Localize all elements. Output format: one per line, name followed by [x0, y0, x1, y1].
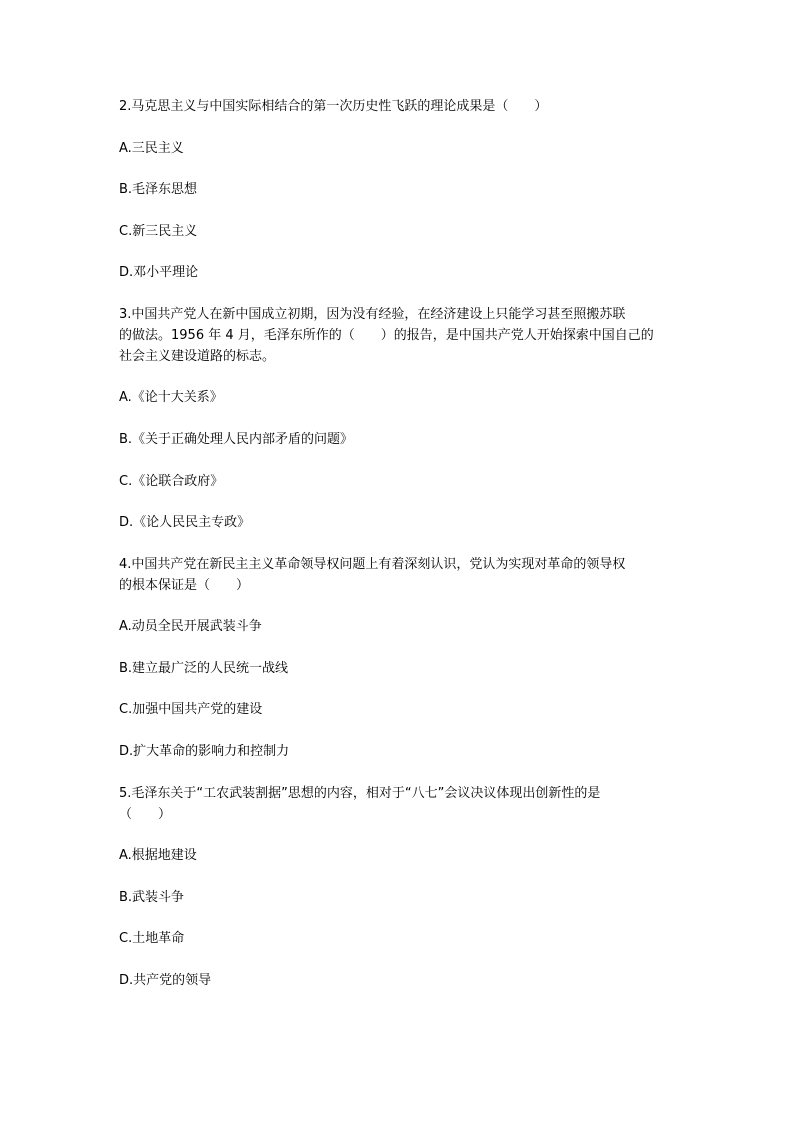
- question-3-stem-line-1: 3.中国共产党人在新中国成立初期，因为没有经验，在经济建设上只能学习甚至照搬苏联: [119, 307, 626, 322]
- question-3-option-b: B.《关于正确处理人民内部矛盾的问题》: [119, 432, 354, 447]
- question-2-option-b: B.毛泽东思想: [119, 182, 198, 197]
- question-3-option-d: D.《论人民民主专政》: [119, 515, 251, 530]
- question-3-option-c: C.《论联合政府》: [119, 474, 224, 489]
- question-4-option-b: B.建立最广泛的人民统一战线: [119, 661, 289, 676]
- question-4-stem-line-1: 4.中国共产党在新民主主义革命领导权问题上有着深刻认识，党认为实现对革命的领导权: [119, 557, 626, 572]
- question-5-option-c: C.土地革命: [119, 931, 185, 946]
- question-4-option-d: D.扩大革命的影响力和控制力: [119, 744, 290, 759]
- question-5-option-a: A.根据地建设: [119, 848, 197, 863]
- question-3-stem-line-3: 社会主义建设道路的标志。: [119, 349, 276, 364]
- question-5-stem-line-2: （ ）: [119, 807, 172, 822]
- question-5-option-d: D.共产党的领导: [119, 973, 212, 988]
- question-3-stem-line-2: 的做法。1956 年 4 月，毛泽东所作的（ ）的报告，是中国共产党人开始探索中国自己的: [119, 328, 654, 343]
- question-2-option-a: A.三民主义: [119, 141, 184, 156]
- question-5-option-b: B.武装斗争: [119, 890, 185, 905]
- question-3-option-a: A.《论十大关系》: [119, 390, 223, 405]
- question-4-stem-line-2: 的根本保证是（ ）: [119, 578, 250, 593]
- question-2-stem-line-1: 2.马克思主义与中国实际相结合的第一次历史性飞跃的理论成果是（ ）: [119, 99, 548, 114]
- question-5-stem-line-1: 5.毛泽东关于“工农武装割据”思想的内容，相对于“八七”会议决议体现出创新性的是: [119, 786, 601, 801]
- question-2-option-c: C.新三民主义: [119, 224, 198, 239]
- question-2-option-d: D.邓小平理论: [119, 265, 199, 280]
- question-4-option-a: A.动员全民开展武装斗争: [119, 619, 262, 634]
- question-4-option-c: C.加强中国共产党的建设: [119, 702, 263, 717]
